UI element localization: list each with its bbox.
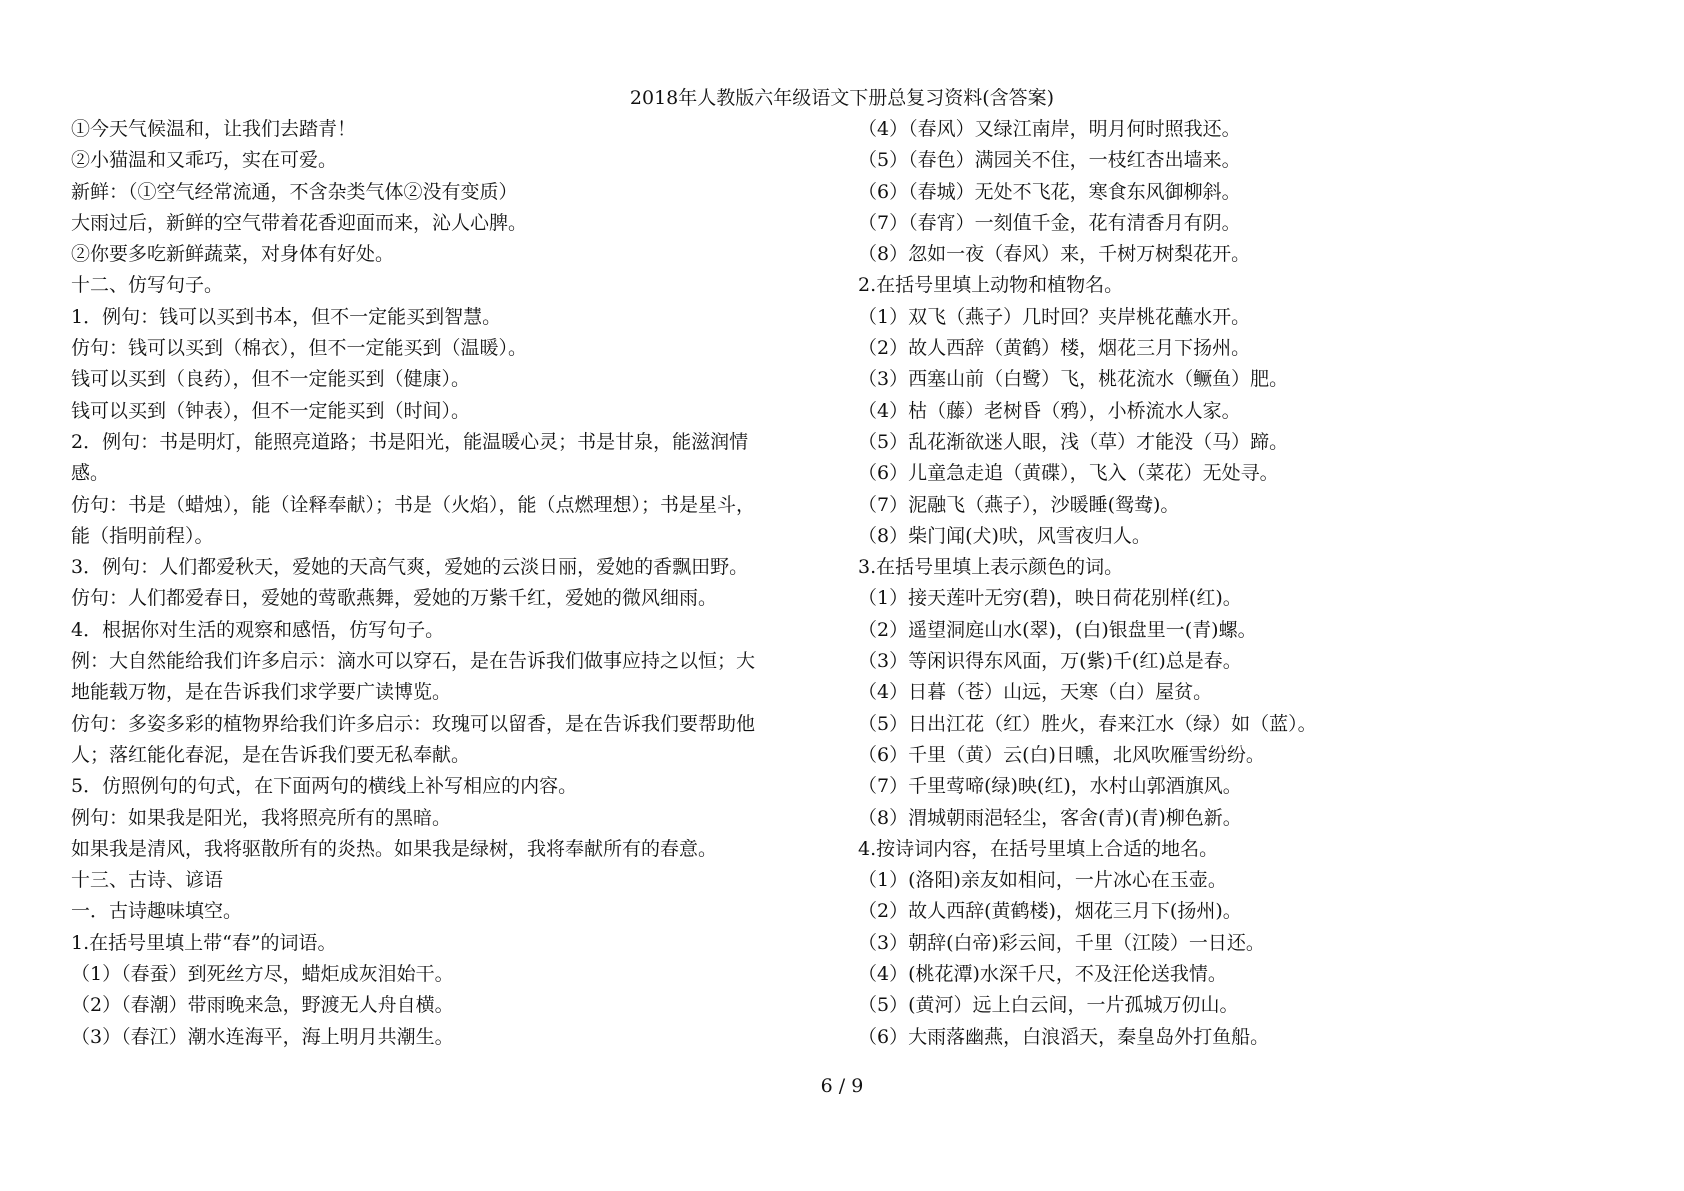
text-line: （5）日出江花（红）胜火，春来江水（绿）如（蓝）。 xyxy=(858,712,1317,735)
text-line: （4）日暮（苍）山远，天寒（白）屋贫。 xyxy=(858,681,1213,704)
text-line: （7）千里莺啼(绿)映(红)，水村山郭酒旗风。 xyxy=(858,775,1242,798)
text-line: （3）（春江）潮水连海平，海上明月共潮生。 xyxy=(71,1025,454,1048)
text-line: 1．例句：钱可以买到书本，但不一定能买到智慧。 xyxy=(71,305,502,328)
text-line: 如果我是清风，我将驱散所有的炎热。如果我是绿树，我将奉献所有的春意。 xyxy=(71,837,718,860)
text-line: 能（指明前程）。 xyxy=(71,524,214,547)
text-line: ②你要多吃新鲜蔬菜，对身体有好处。 xyxy=(71,243,395,266)
text-line: 钱可以买到（良药），但不一定能买到（健康）。 xyxy=(71,368,471,391)
text-line: 例句：如果我是阳光，我将照亮所有的黑暗。 xyxy=(71,806,452,829)
document-title: 2018年人教版六年级语文下册总复习资料(含答案) xyxy=(629,87,1055,109)
text-line: （2）故人西辞(黄鹤楼)，烟花三月下(扬州)。 xyxy=(858,900,1242,923)
text-line: （4）（春风）又绿江南岸，明月何时照我还。 xyxy=(858,118,1241,140)
text-line: ①今天气候温和，让我们去踏青！ xyxy=(71,118,357,140)
text-line: 4．根据你对生活的观察和感悟，仿写句子。 xyxy=(71,618,445,641)
question-heading: 2.在括号里填上动物和植物名。 xyxy=(858,274,1124,297)
text-line: 地能载万物，是在告诉我们求学要广读博览。 xyxy=(71,681,452,704)
text-line: 仿句：书是（蜡烛），能（诠释奉献）；书是（火焰），能（点燃理想）；书是星斗， xyxy=(71,493,756,516)
subsection-heading: 一．古诗趣味填空。 xyxy=(71,900,243,923)
text-line: 感。 xyxy=(71,462,110,485)
text-line: （3）朝辞(白帝)彩云间，千里（江陵）一日还。 xyxy=(858,931,1265,954)
text-line: （8）柴门闻(犬)吠，风雪夜归人。 xyxy=(858,524,1151,547)
text-line: （3）等闲识得东风面，万(紫)千(红)总是春。 xyxy=(858,650,1242,673)
question-heading: 1.在括号里填上带“春”的词语。 xyxy=(71,931,337,954)
text-line: （8）忽如一夜（春风）来，千树万树梨花开。 xyxy=(858,243,1251,266)
text-line: （7）（春宵）一刻值千金，花有清香月有阴。 xyxy=(858,211,1241,234)
text-line: （5）乱花渐欲迷人眼，浅（草）才能没（马）蹄。 xyxy=(858,430,1289,453)
text-line: （4）(桃花潭)水深千尺，不及汪伦送我情。 xyxy=(858,963,1227,986)
question-heading: 4.按诗词内容，在括号里填上合适的地名。 xyxy=(858,837,1219,860)
text-line: （2）故人西辞（黄鹤）楼，烟花三月下扬州。 xyxy=(858,337,1251,360)
text-line: （4）枯（藤）老树昏（鸦），小桥流水人家。 xyxy=(858,399,1241,422)
text-line: （1）接天莲叶无穷(碧)，映日荷花别样(红)。 xyxy=(858,587,1242,610)
text-line: 例：大自然能给我们许多启示：滴水可以穿石，是在告诉我们做事应持之以恒；大 xyxy=(71,650,756,673)
text-line: （7）泥融飞（燕子），沙暖睡(鸳鸯)。 xyxy=(858,493,1180,516)
text-line: 新鲜：（①空气经常流通，不含杂类气体②没有变质） xyxy=(71,180,518,203)
text-line: （1）(洛阳)亲友如相问，一片冰心在玉壶。 xyxy=(858,869,1227,892)
right-column xyxy=(858,114,1658,1053)
text-line: （5）(黄河）远上白云间，一片孤城万仞山。 xyxy=(858,994,1239,1017)
text-line: 仿句：人们都爱春日，爱她的莺歌燕舞，爱她的万紫千红，爱她的微风细雨。 xyxy=(71,587,718,610)
text-line: （6）（春城）无处不飞花，寒食东风御柳斜。 xyxy=(858,180,1241,203)
section-heading: 十二、仿写句子。 xyxy=(71,274,224,297)
question-heading: 3.在括号里填上表示颜色的词。 xyxy=(858,556,1124,579)
text-line: 大雨过后，新鲜的空气带着花香迎面而来，沁人心脾。 xyxy=(71,211,528,234)
text-line: 钱可以买到（钟表），但不一定能买到（时间）。 xyxy=(71,399,471,422)
text-line: （8）渭城朝雨浥轻尘，客舍(青)(青)柳色新。 xyxy=(858,806,1242,829)
text-line: 仿句：多姿多彩的植物界给我们许多启示：玫瑰可以留香，是在告诉我们要帮助他 xyxy=(71,712,756,735)
text-line: （6）千里（黄）云(白)日曛，北风吹雁雪纷纷。 xyxy=(858,743,1265,766)
text-line: 3．例句：人们都爱秋天，爱她的天高气爽，爱她的云淡日丽，爱她的香飘田野。 xyxy=(71,556,749,579)
text-line: （1）双飞（燕子）几时回？夹岸桃花蘸水开。 xyxy=(858,305,1251,328)
text-line: 仿句：钱可以买到（棉衣），但不一定能买到（温暖）。 xyxy=(71,337,528,360)
text-line: 2．例句：书是明灯，能照亮道路；书是阳光，能温暖心灵；书是甘泉，能滋润情 xyxy=(71,430,749,453)
text-line: （6）大雨落幽燕，白浪滔天，秦皇岛外打鱼船。 xyxy=(858,1025,1270,1048)
text-line: （6）儿童急走追（黄碟），飞入（菜花）无处寻。 xyxy=(858,462,1279,485)
text-line: （1）（春蚕）到死丝方尽，蜡炬成灰泪始干。 xyxy=(71,963,454,986)
text-line: （3）西塞山前（白鹭）飞，桃花流水（鳜鱼）肥。 xyxy=(858,368,1289,391)
text-line: （2）（春潮）带雨晚来急，野渡无人舟自横。 xyxy=(71,994,454,1017)
text-line: ②小猫温和又乖巧，实在可爱。 xyxy=(71,149,338,172)
page-number: 6 / 9 xyxy=(820,1075,864,1097)
text-line: 5．仿照例句的句式，在下面两句的横线上补写相应的内容。 xyxy=(71,775,578,798)
text-line: （5）（春色）满园关不住，一枝红杏出墙来。 xyxy=(858,149,1241,172)
section-heading: 十三、古诗、谚语 xyxy=(71,869,224,892)
left-column xyxy=(71,114,841,1053)
text-line: 人；落红能化春泥，是在告诉我们要无私奉献。 xyxy=(71,743,471,766)
text-line: （2）遥望洞庭山水(翠)，(白)银盘里一(青)螺。 xyxy=(858,618,1257,641)
